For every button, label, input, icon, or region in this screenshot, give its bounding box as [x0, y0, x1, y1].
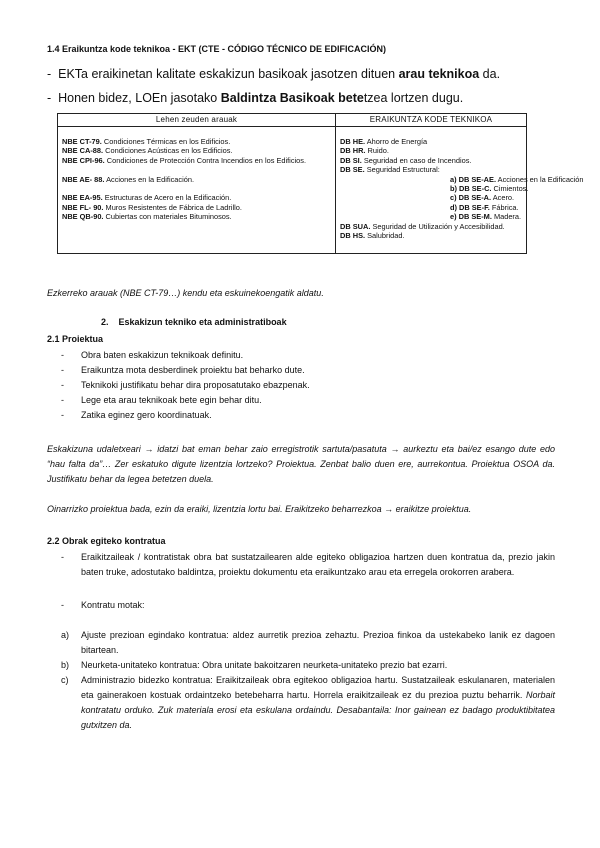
table-header-old-rules: Lehen zeuden arauak	[58, 114, 336, 127]
old-rule-row: NBE CPI-96. Condiciones de Protección Contra Incendios en los Edificios.	[62, 155, 307, 165]
table-header-cte: ERAIKUNTZA KODE TEKNIKOA	[336, 114, 527, 127]
project-requirements-list	[61, 348, 531, 423]
section-2-title: 2. Eskakizun tekniko eta administratiboak	[101, 317, 287, 327]
contract-type-item: b) Neurketa-unitateko kontratua: Obra unitate bakoitzaren neurketa-unitateko prezio bat ezarri.	[61, 660, 448, 670]
old-rule-row: NBE QB-90. Cubiertas con materiales Bituminosos.	[62, 212, 232, 222]
cte-document-row: DB SE. Seguridad Estructural:	[340, 165, 440, 175]
basic-project-paragraph: Oinarrizko proiektua bada, ezin da eraiki, lizentzia lortu bai. Eraikitzeko beharrezkoa → eraikitze proiektua.	[47, 504, 472, 514]
list-item: - Teknikoki justifikatu behar dira proposatutako ebazpenak.	[61, 378, 531, 393]
cte-document-row: DB HE. Ahorro de Energía	[340, 137, 428, 146]
cte-document-row: b) DB SE-C. Cimientos.	[450, 184, 529, 194]
old-rule-row: NBE EA-95. Estructuras de Acero en la Edificación.	[62, 193, 232, 203]
contract-type-item: a) Ajuste prezioan egindako kontratua: aldez aurretik prezioa zehaztu. Prezioa finkoa da ustekabeko lanik ez dagoen bitartean.	[61, 630, 555, 655]
section-1-4-title: 1.4 Eraikuntza kode teknikoa - EKT (CTE - CÓDIGO TÉCNICO DE EDIFICACIÓN)	[47, 44, 387, 54]
old-rule-row: NBE AE- 88. Acciones en la Edificación.	[62, 174, 195, 184]
list-item: - Eraikuntza mota desberdinek proiektu bat beharko dute.	[61, 363, 531, 378]
license-paragraph: Eskakizuna udaletxeari → idatzi bat eman behar zaio erregistrotik sartuta/pasatuta → aurkeztu eta bai/ez esango dute edo “hau falta da”… Zer eskatuko digute lizentzia lortzeko? Proiektua. Zenbat balio duen ere, aurrekontua. Proiektua OSOA da. Justifikatu behar da legea betetzen duela.	[47, 444, 555, 484]
section-2-1-title: 2.1 Proiektua	[47, 334, 104, 344]
cte-document-row: DB HR. Ruido.	[340, 146, 389, 156]
section-2-2-title: 2.2 Obrak egiteko kontratua	[47, 536, 166, 546]
cte-cell	[336, 127, 584, 254]
contract-types-item: - Kontratu motak:	[61, 600, 145, 610]
list-item: - Lege eta arau teknikoak bete egin behar ditu.	[61, 393, 531, 408]
loe-conditions-line: - Honen bidez, LOEn jasotako Baldintza Basikoak betetzea lortzen dugu.	[47, 91, 464, 105]
old-rule-row: NBE CA-88. Condiciones Acústicas en los Edificios.	[62, 146, 233, 156]
old-rule-row: NBE FL- 90. Muros Resistentes de Fábrica de Ladrillo.	[62, 202, 242, 212]
list-item: - Obra baten eskakizun teknikoak definitu.	[61, 348, 531, 363]
old-rule-row	[62, 165, 331, 174]
old-rules-note: Ezkerreko arauak (NBE CT-79…) kendu eta eskuinekoengatik aldatu.	[47, 288, 324, 298]
cte-document-row: DB SUA. Seguridad de Utilización y Accesibilidad.	[340, 221, 505, 231]
contract-definition-item: - Eraikitzaileak / kontratistak obra bat sustatzailearen alde egiteko obligazioa hartzen duen kontratua da, prezio jakin baten truke, adostutako baldintza, proiektu dokumentu eta eraikuntzako arau eta erregela orokorren arabera.	[61, 552, 555, 577]
old-rule-row: NBE CT-79. Condiciones Térmicas en los Edificios.	[62, 137, 231, 146]
contract-type-item: c) Administrazio bidezko kontratua: Eraikitzaileak obra egitekoo obligazioa hartu. Sustatzaileak eskulanaren, materialen eta gainerakoen kostuak ordaintzeko betebeharra hartu. Horrela eraikitzaileak ez du prezioa puztu beharrik. Norbait kontratatu orduko. Zuk materiala erosi eta eskulana ordaindu. Desabantaila: Inor gainean ez badago produktibitatea gutxitzen da.	[61, 675, 555, 730]
cte-document-row: d) DB SE-F. Fábrica.	[450, 202, 519, 212]
cte-document-row: DB HS. Salubridad.	[340, 231, 405, 241]
cte-document-row: DB SI. Seguridad en caso de Incendios.	[340, 155, 472, 165]
cte-document-row: a) DB SE-AE. Acciones en la Edificación	[450, 174, 584, 184]
list-item: - Zatika eginez gero koordinatuak.	[61, 408, 531, 423]
cte-document-row: e) DB SE-M. Madera.	[450, 212, 522, 222]
ekt-definition-line: - EKTa eraikinetan kalitate eskakizun basikoak jasotzen dituen arau teknikoa da.	[47, 67, 501, 81]
old-rules-cell	[58, 127, 336, 254]
old-rule-row	[62, 184, 331, 193]
cte-document-row: c) DB SE-A. Acero.	[450, 193, 515, 203]
standards-comparison-table	[57, 113, 584, 254]
